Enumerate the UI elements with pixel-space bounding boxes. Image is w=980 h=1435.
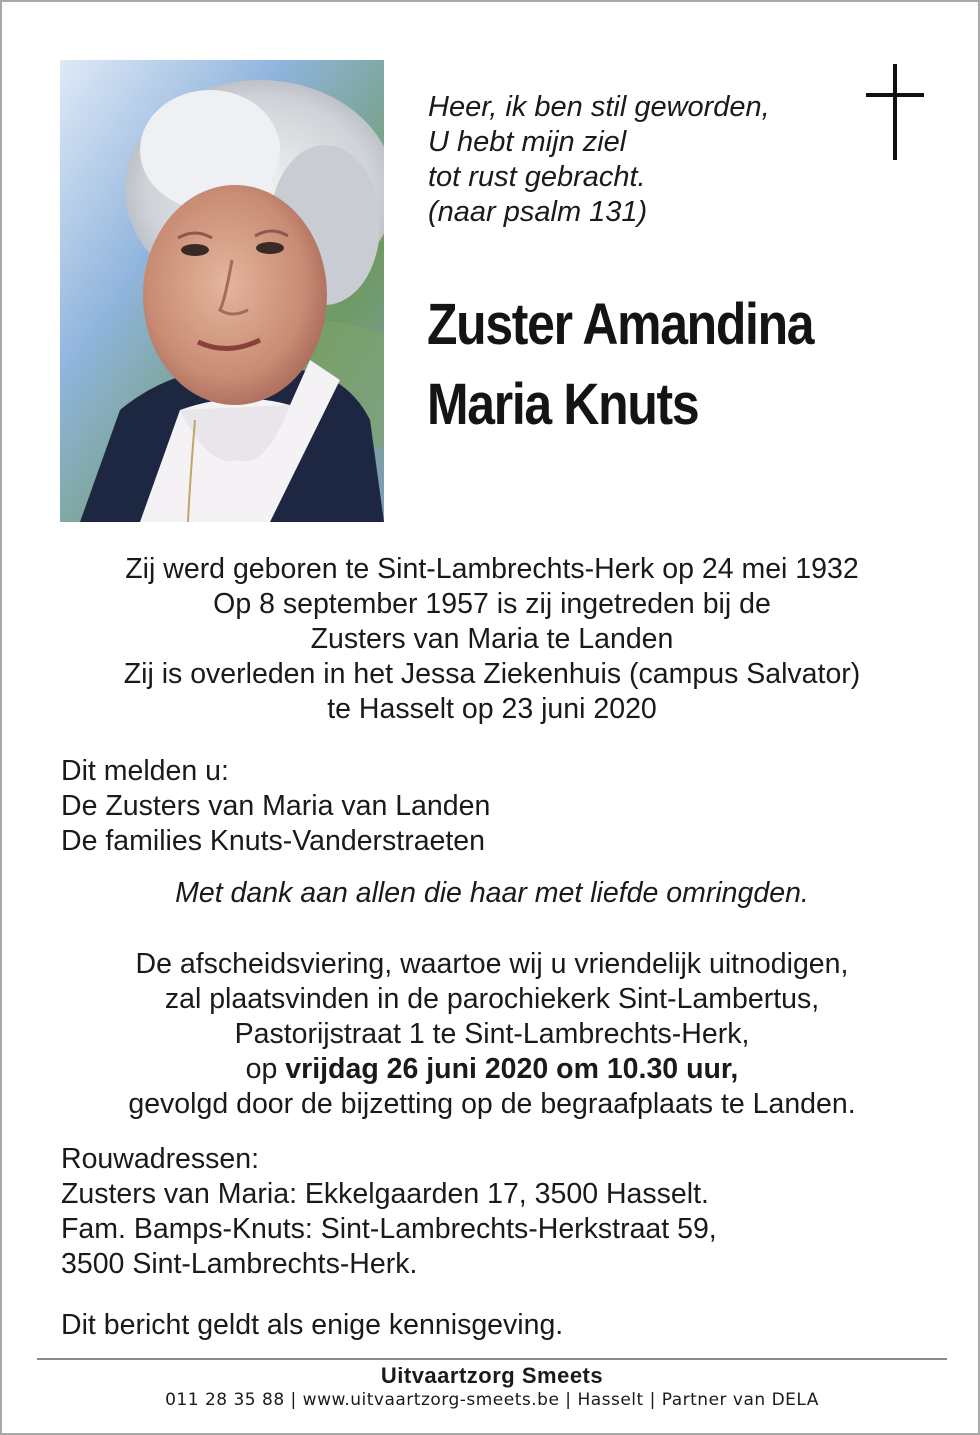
ceremony-line: Pastorijstraat 1 te Sint-Lambrechts-Herk, bbox=[234, 1018, 750, 1050]
address-line: 3500 Sint-Lambrechts-Herk. bbox=[61, 1248, 418, 1280]
biography bbox=[2, 552, 980, 727]
announcer-line: De families Knuts-Vanderstraeten bbox=[61, 825, 486, 857]
ceremony-details bbox=[2, 947, 980, 1122]
announcers-intro: Dit melden u: bbox=[61, 755, 229, 787]
portrait-photo bbox=[60, 60, 384, 522]
notice-line: Dit bericht geldt als enige kennisgeving. bbox=[61, 1309, 564, 1341]
ceremony-datetime bbox=[2, 1052, 980, 1087]
addresses-title: Rouwadressen: bbox=[61, 1143, 260, 1175]
footer-divider bbox=[37, 1358, 947, 1360]
funeral-company-info: 011 28 35 88 | www.uitvaartzorg-smeets.be | Hasselt | Partner van DELA bbox=[165, 1390, 819, 1410]
announcers bbox=[61, 754, 490, 859]
name-line-1: Zuster Amandina bbox=[427, 292, 814, 357]
deceased-name bbox=[427, 285, 813, 445]
poem-line: Heer, ik ben stil geworden, bbox=[428, 91, 770, 123]
cross-icon bbox=[866, 64, 924, 160]
bio-line: Zusters van Maria te Landen bbox=[310, 623, 674, 655]
poem-source: (naar psalm 131) bbox=[428, 196, 648, 228]
portrait-illustration bbox=[60, 60, 384, 522]
thanks-line: Met dank aan allen die haar met liefde omringden. bbox=[175, 877, 809, 909]
bio-line: Op 8 september 1957 is zij ingetreden bij de bbox=[213, 588, 771, 620]
condolence-addresses bbox=[61, 1142, 717, 1282]
poem-line: U hebt mijn ziel bbox=[428, 126, 627, 158]
funeral-company-name: Uitvaartzorg Smeets bbox=[380, 1363, 604, 1388]
bio-line: te Hasselt op 23 juni 2020 bbox=[327, 693, 657, 725]
poem-line: tot rust gebracht. bbox=[428, 161, 646, 193]
ceremony-line: gevolgd door de bijzetting op de begraafplaats te Landen. bbox=[128, 1088, 856, 1120]
ceremony-line: zal plaatsvinden in de parochiekerk Sint-Lambertus, bbox=[164, 983, 820, 1015]
address-line: Zusters van Maria: Ekkelgaarden 17, 3500 Hasselt. bbox=[61, 1178, 709, 1210]
name-line-2: Maria Knuts bbox=[427, 372, 699, 437]
ceremony-date-prefix: op bbox=[245, 1053, 286, 1085]
announcer-line: De Zusters van Maria van Landen bbox=[61, 790, 491, 822]
bio-line: Zij is overleden in het Jessa Ziekenhuis (campus Salvator) bbox=[123, 658, 861, 690]
ceremony-line: De afscheidsviering, waartoe wij u vriendelijk uitnodigen, bbox=[135, 948, 849, 980]
bio-line: Zij werd geboren te Sint-Lambrechts-Herk op 24 mei 1932 bbox=[125, 553, 859, 585]
poem-quote bbox=[428, 90, 770, 230]
ceremony-date: vrijdag 26 juni 2020 om 10.30 uur, bbox=[285, 1053, 739, 1085]
address-line: Fam. Bamps-Knuts: Sint-Lambrechts-Herkstraat 59, bbox=[61, 1213, 717, 1245]
